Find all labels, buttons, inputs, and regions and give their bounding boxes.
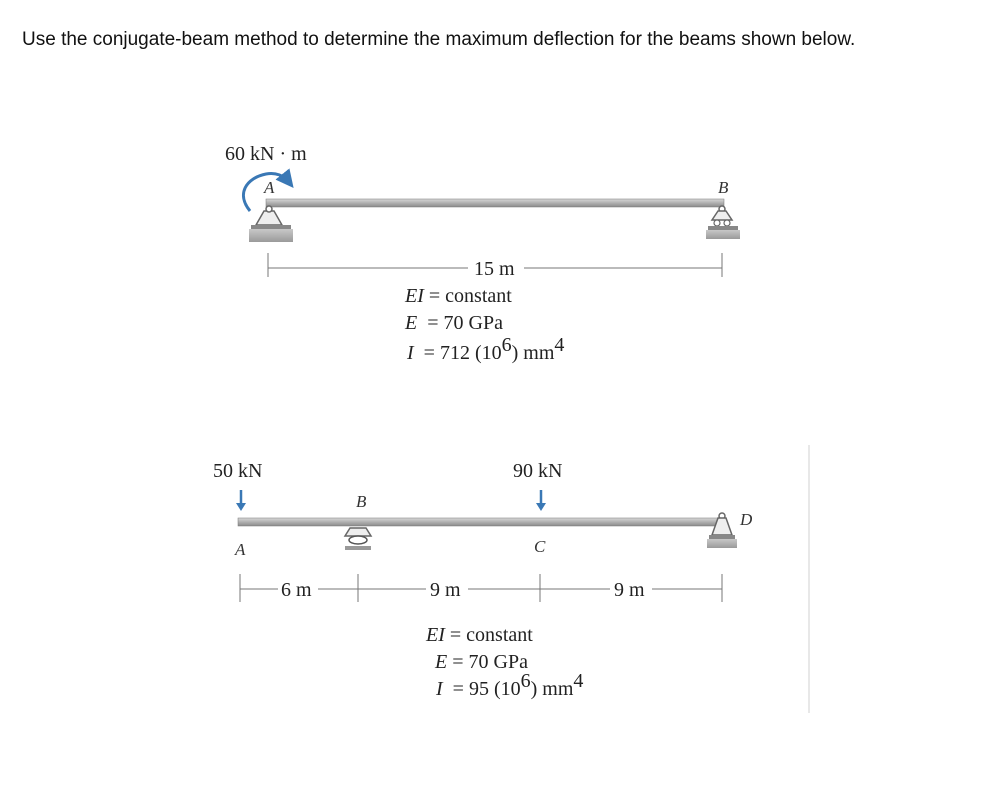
pin-support-a-icon [249, 206, 293, 242]
span-bc-label: 9 m [430, 579, 461, 601]
beam1-i-symbol: I [407, 342, 414, 364]
beam2-member [238, 518, 724, 526]
beam2-i-symbol: I [436, 678, 443, 700]
beam2-i-unit: ) mm [530, 678, 574, 700]
beam1-ei-value: = constant [423, 285, 512, 307]
beam2-span-dimension [240, 574, 722, 602]
beam2-ei-value: = constant [444, 624, 533, 646]
beam2-i-unit-exponent: 4 [573, 670, 584, 692]
roller-support-b-icon [706, 206, 740, 239]
beam1-i-exponent: 6 [501, 334, 512, 356]
beam1-ei-line [404, 285, 512, 307]
beam1-e-line [404, 312, 503, 334]
load-a-label: 50 kN [213, 460, 263, 482]
load-c-label: 90 kN [513, 460, 563, 482]
beam2-e-line [434, 651, 528, 673]
beam1-e-value: = 70 GPa [417, 312, 503, 334]
beam1-i-unit: ) mm [511, 342, 555, 364]
roller-support-b2-icon [345, 528, 371, 550]
beam2-point-b-label: B [356, 492, 367, 511]
beam1-i-value: = 712 (10 [413, 342, 502, 364]
beam1-ei-symbol: EI [405, 285, 424, 307]
beam2-i-exponent: 6 [520, 670, 531, 692]
beam1-i-line [406, 334, 564, 364]
beam2-ei-line [425, 624, 533, 646]
beam1-span-label: 15 m [474, 258, 515, 280]
beam1-point-b-label: B [718, 178, 729, 197]
beam1-i-unit-exponent: 4 [554, 334, 565, 356]
beam2-point-a-label: A [235, 540, 246, 559]
load-a-arrow-icon [236, 490, 246, 511]
beam2-e-symbol: E [435, 651, 448, 673]
beam-2 [213, 445, 809, 713]
span-ab-label: 6 m [281, 579, 312, 601]
beam2-i-line [435, 670, 583, 700]
load-c-arrow-icon [536, 490, 546, 511]
question-text: Use the conjugate-beam method to determine the maximum deflection for the beams shown below. [22, 29, 856, 50]
beam2-point-d-label: D [740, 510, 753, 529]
span-cd-label: 9 m [614, 579, 645, 601]
beam-1 [225, 143, 740, 364]
beam2-e-value: = 70 GPa [447, 651, 528, 673]
beam1-e-symbol: E [405, 312, 418, 334]
beam1-point-a-label: A [264, 178, 275, 197]
beam2-i-value: = 95 (10 [442, 678, 521, 700]
beam2-ei-symbol: EI [426, 624, 445, 646]
applied-moment-label: 60 kN · m [225, 143, 307, 165]
beam1-member [266, 199, 724, 207]
beam2-point-c-label: C [534, 537, 546, 556]
